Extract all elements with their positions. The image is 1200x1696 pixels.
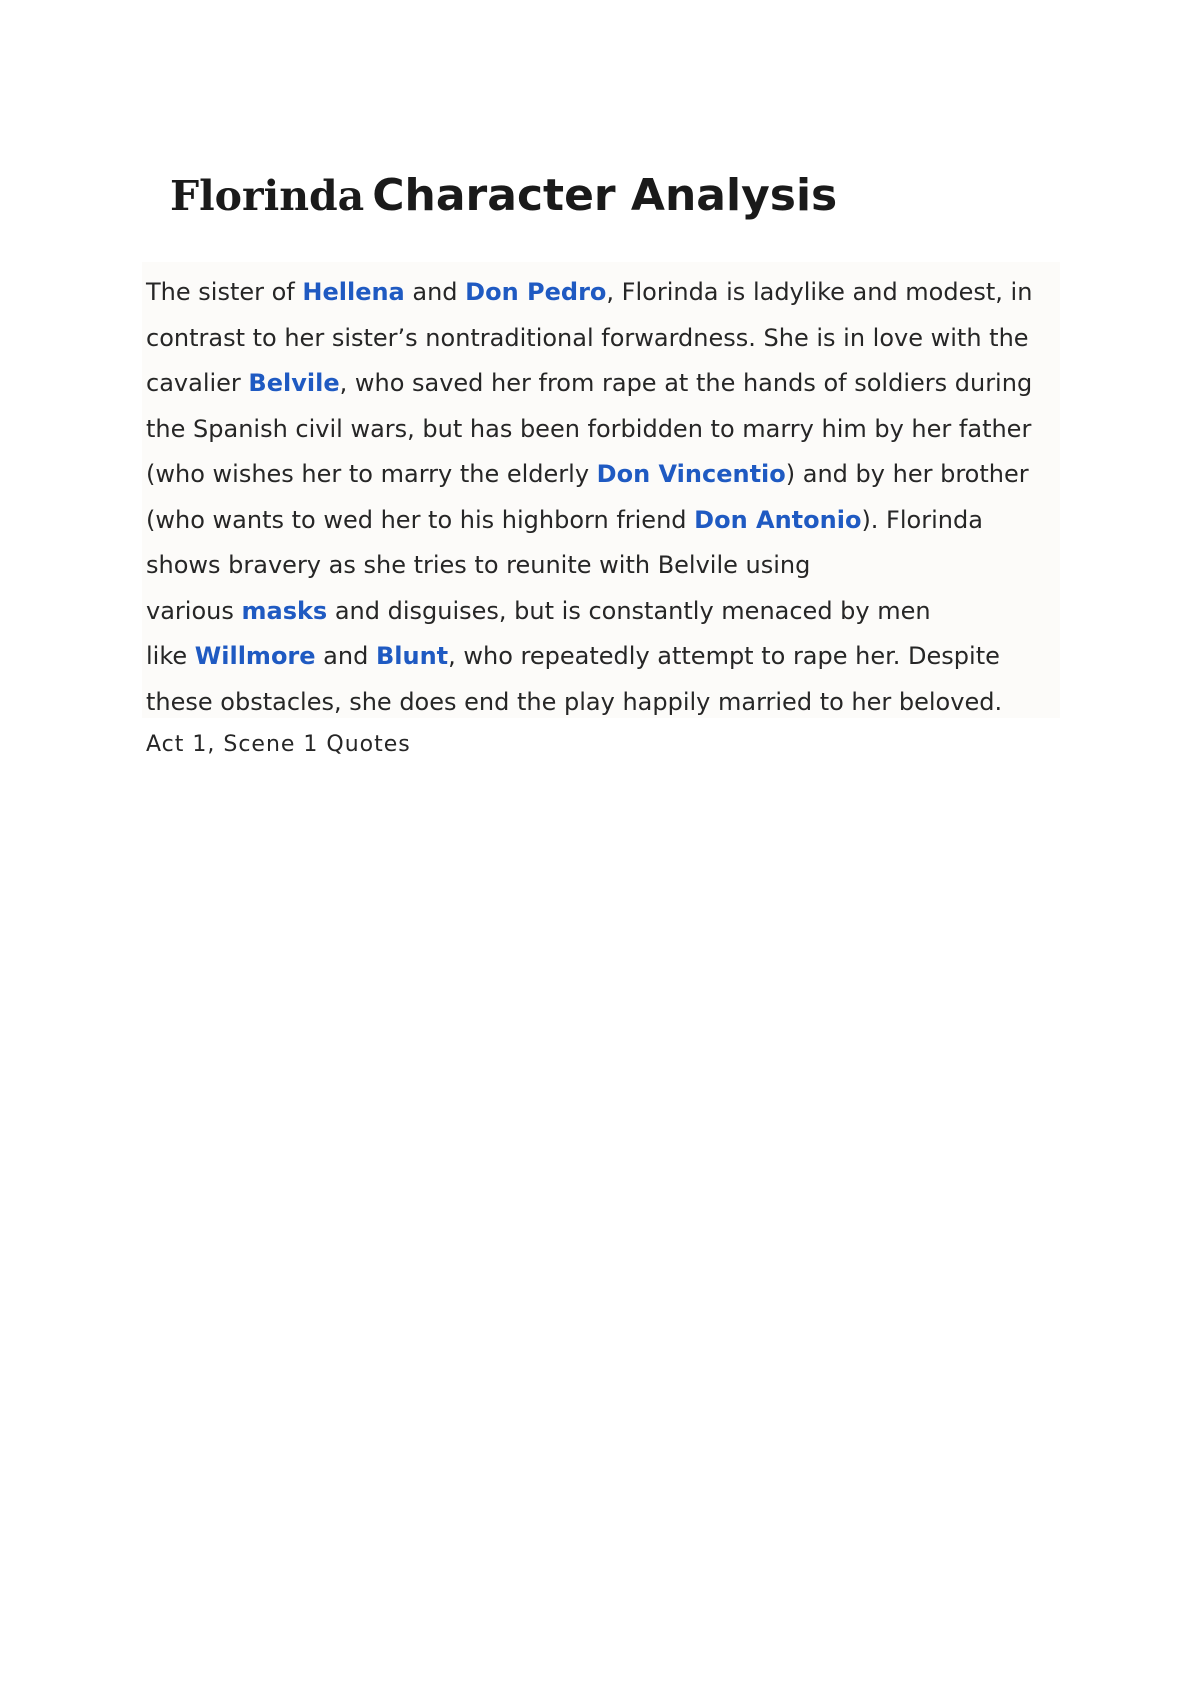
paragraph-line [146, 361, 1056, 407]
link-hellena[interactable]: Hellena [302, 278, 405, 306]
paragraph-line [146, 316, 1056, 362]
link-willmore[interactable]: Willmore [194, 642, 316, 670]
paragraph-line [146, 680, 1056, 726]
paragraph-text: the Spanish civil wars, but has been forbidden to marry him by her father [146, 414, 1032, 443]
paragraph-line [146, 498, 1056, 544]
paragraph-line [146, 634, 1056, 680]
paragraph-text: ) and by her brother [785, 460, 1029, 488]
paragraph-text: contrast to her sister’s nontraditional forwardness. She is in love with the [146, 323, 1029, 352]
paragraph-line [146, 407, 1056, 453]
paragraph-text: various [146, 596, 242, 625]
paragraph-text: , who repeatedly attempt to rape her. Despite [448, 642, 1000, 670]
paragraph-line [146, 589, 1056, 635]
paragraph-text: cavalier [146, 369, 249, 397]
paragraph-text: (who wants to wed her to his highborn friend [146, 505, 695, 534]
link-don-antonio[interactable]: Don Antonio [694, 505, 862, 534]
character-summary [146, 270, 1056, 725]
paragraph-text: shows bravery as she tries to reunite with Belvile using [146, 551, 811, 579]
paragraph-text: , who saved her from rape at the hands of soldiers during [339, 369, 1033, 397]
link-don-pedro[interactable]: Don Pedro [465, 278, 607, 306]
paragraph-text: and [315, 642, 376, 670]
paragraph-line [146, 270, 1056, 316]
link-blunt[interactable]: Blunt [375, 642, 449, 670]
paragraph-text: , Florinda is ladylike and modest, in [606, 278, 1033, 306]
paragraph-text: and disguises, but is constantly menaced by men [327, 596, 931, 625]
character-name: Florinda [170, 172, 365, 220]
paragraph-text: and [404, 278, 466, 306]
paragraph-text: these obstacles, she does end the play happily married to her beloved. [146, 687, 1003, 716]
link-belvile[interactable]: Belvile [248, 369, 340, 397]
link-masks[interactable]: masks [241, 596, 328, 625]
paragraph-text: The sister of [146, 278, 303, 306]
page-title [170, 172, 837, 220]
paragraph-line [146, 452, 1056, 498]
quotes-heading: Act 1, Scene 1 Quotes [146, 732, 411, 757]
title-label: Character Analysis [372, 170, 838, 221]
link-don-vincentio[interactable]: Don Vincentio [596, 460, 786, 488]
paragraph-text: ). Florinda [861, 505, 983, 534]
paragraph-line [146, 543, 1056, 589]
paragraph-text: (who wishes her to marry the elderly [146, 460, 597, 488]
paragraph-text: like [146, 642, 195, 670]
